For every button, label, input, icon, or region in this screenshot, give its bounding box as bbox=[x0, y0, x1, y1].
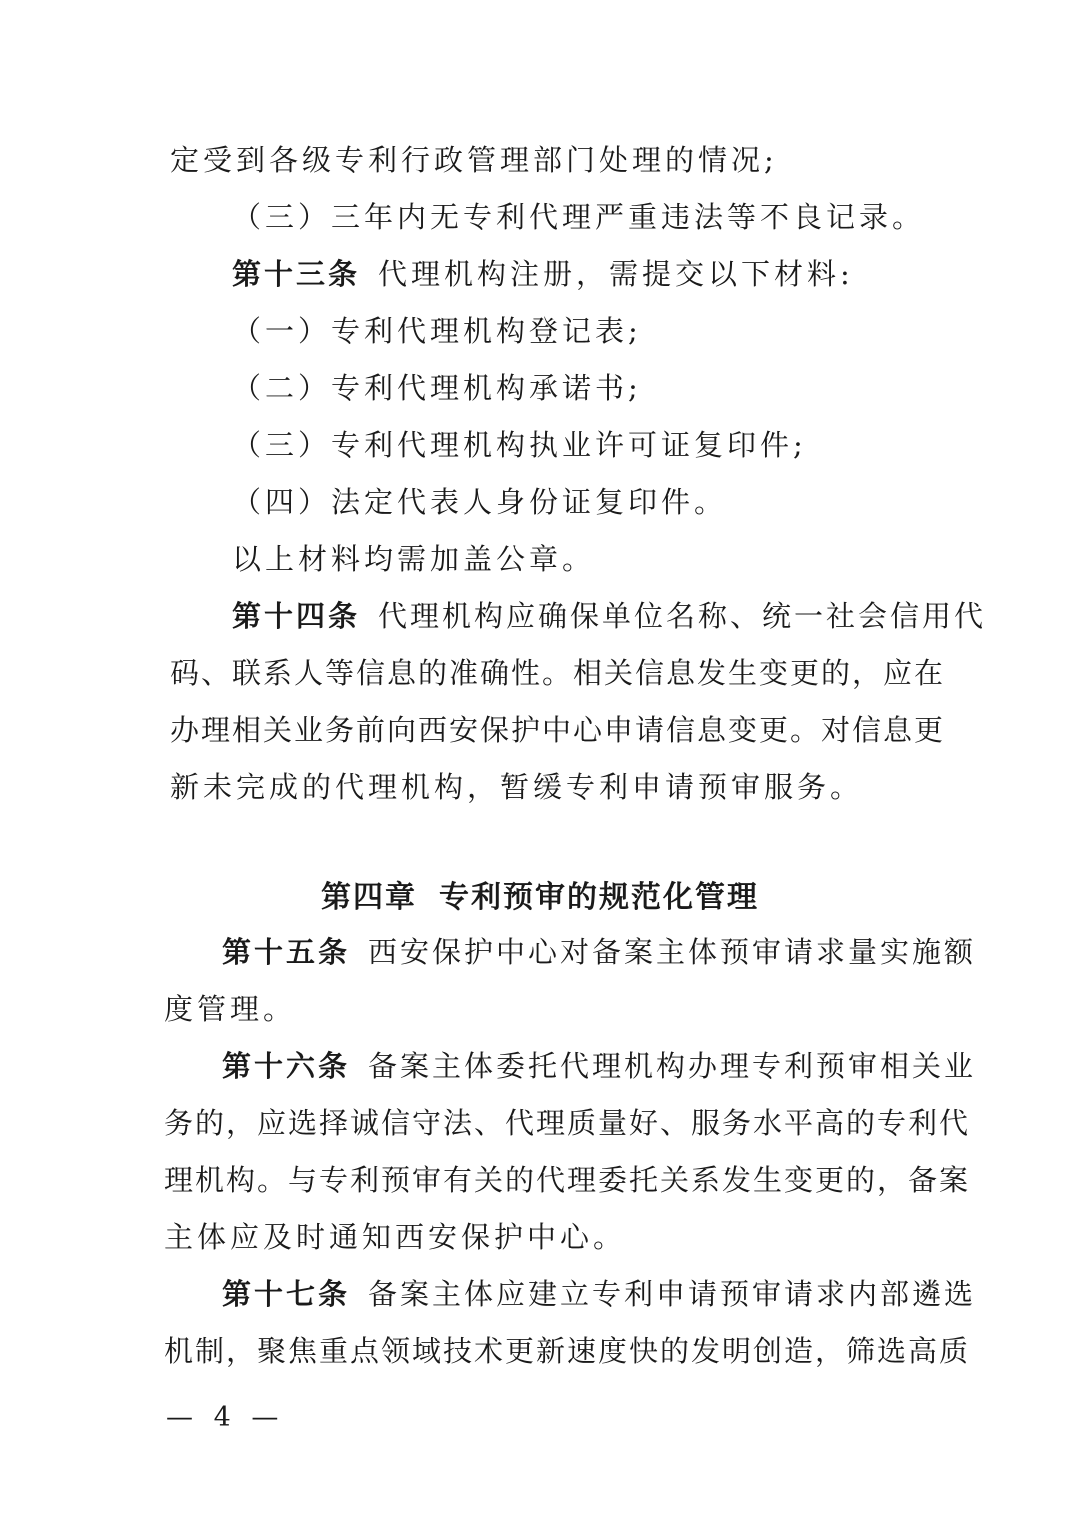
page-number: — 4 — bbox=[166, 1402, 285, 1433]
article-16-text: 备案主体委托代理机构办理专利预审相关业 bbox=[368, 1049, 977, 1083]
text-line: 办理相关业务前向西安保护中心申请信息变更。对信息更 bbox=[170, 713, 946, 747]
text-line: 码、联系人等信息的准确性。相关信息发生变更的，应在 bbox=[170, 656, 946, 690]
text-line: 定受到各级专利行政管理部门处理的情况; bbox=[170, 143, 778, 177]
article-15-heading: 第十五条 bbox=[222, 935, 351, 969]
article-17-heading: 第十七条 bbox=[222, 1277, 351, 1311]
text-line: 主体应及时通知西安保护中心。 bbox=[164, 1220, 627, 1254]
text-line: 机制，聚焦重点领域技术更新速度快的发明创造，筛选高质 bbox=[164, 1334, 971, 1368]
article-13-heading: 第十三条 bbox=[232, 257, 361, 291]
article-14-heading: 第十四条 bbox=[232, 599, 361, 633]
article-14-text: 代理机构应确保单位名称、统一社会信用代 bbox=[378, 599, 987, 633]
text-line: 以上材料均需加盖公章。 bbox=[232, 542, 596, 576]
article-17-line bbox=[222, 1274, 976, 1314]
article-13-text: 代理机构注册，需提交以下材料: bbox=[378, 257, 854, 291]
text-line: （一）专利代理机构登记表; bbox=[232, 314, 642, 348]
text-line: 度管理。 bbox=[164, 992, 297, 1026]
text-line: 理机构。与专利预审有关的代理委托关系发生变更的，备案 bbox=[164, 1163, 971, 1197]
chapter-title: 专利预审的规范化管理 bbox=[439, 880, 759, 915]
article-13-line bbox=[232, 254, 854, 294]
text-line: （三）三年内无专利代理严重违法等不良记录。 bbox=[232, 200, 926, 234]
article-15-text: 西安保护中心对备案主体预审请求量实施额 bbox=[368, 935, 977, 969]
text-line: （二）专利代理机构承诺书; bbox=[232, 371, 642, 405]
text-line: （三）专利代理机构执业许可证复印件; bbox=[232, 428, 807, 462]
article-15-line bbox=[222, 932, 976, 972]
article-17-text: 备案主体应建立专利申请预审请求内部遴选 bbox=[368, 1277, 977, 1311]
article-16-heading: 第十六条 bbox=[222, 1049, 351, 1083]
chapter-heading bbox=[0, 872, 1080, 916]
article-16-line bbox=[222, 1046, 976, 1086]
article-14-line bbox=[232, 596, 986, 636]
text-line: 务的，应选择诚信守法、代理质量好、服务水平高的专利代 bbox=[164, 1106, 971, 1140]
text-line: 新未完成的代理机构，暂缓专利申请预审服务。 bbox=[170, 770, 864, 804]
text-line: （四）法定代表人身份证复印件。 bbox=[232, 485, 728, 519]
chapter-number: 第四章 bbox=[321, 880, 417, 915]
